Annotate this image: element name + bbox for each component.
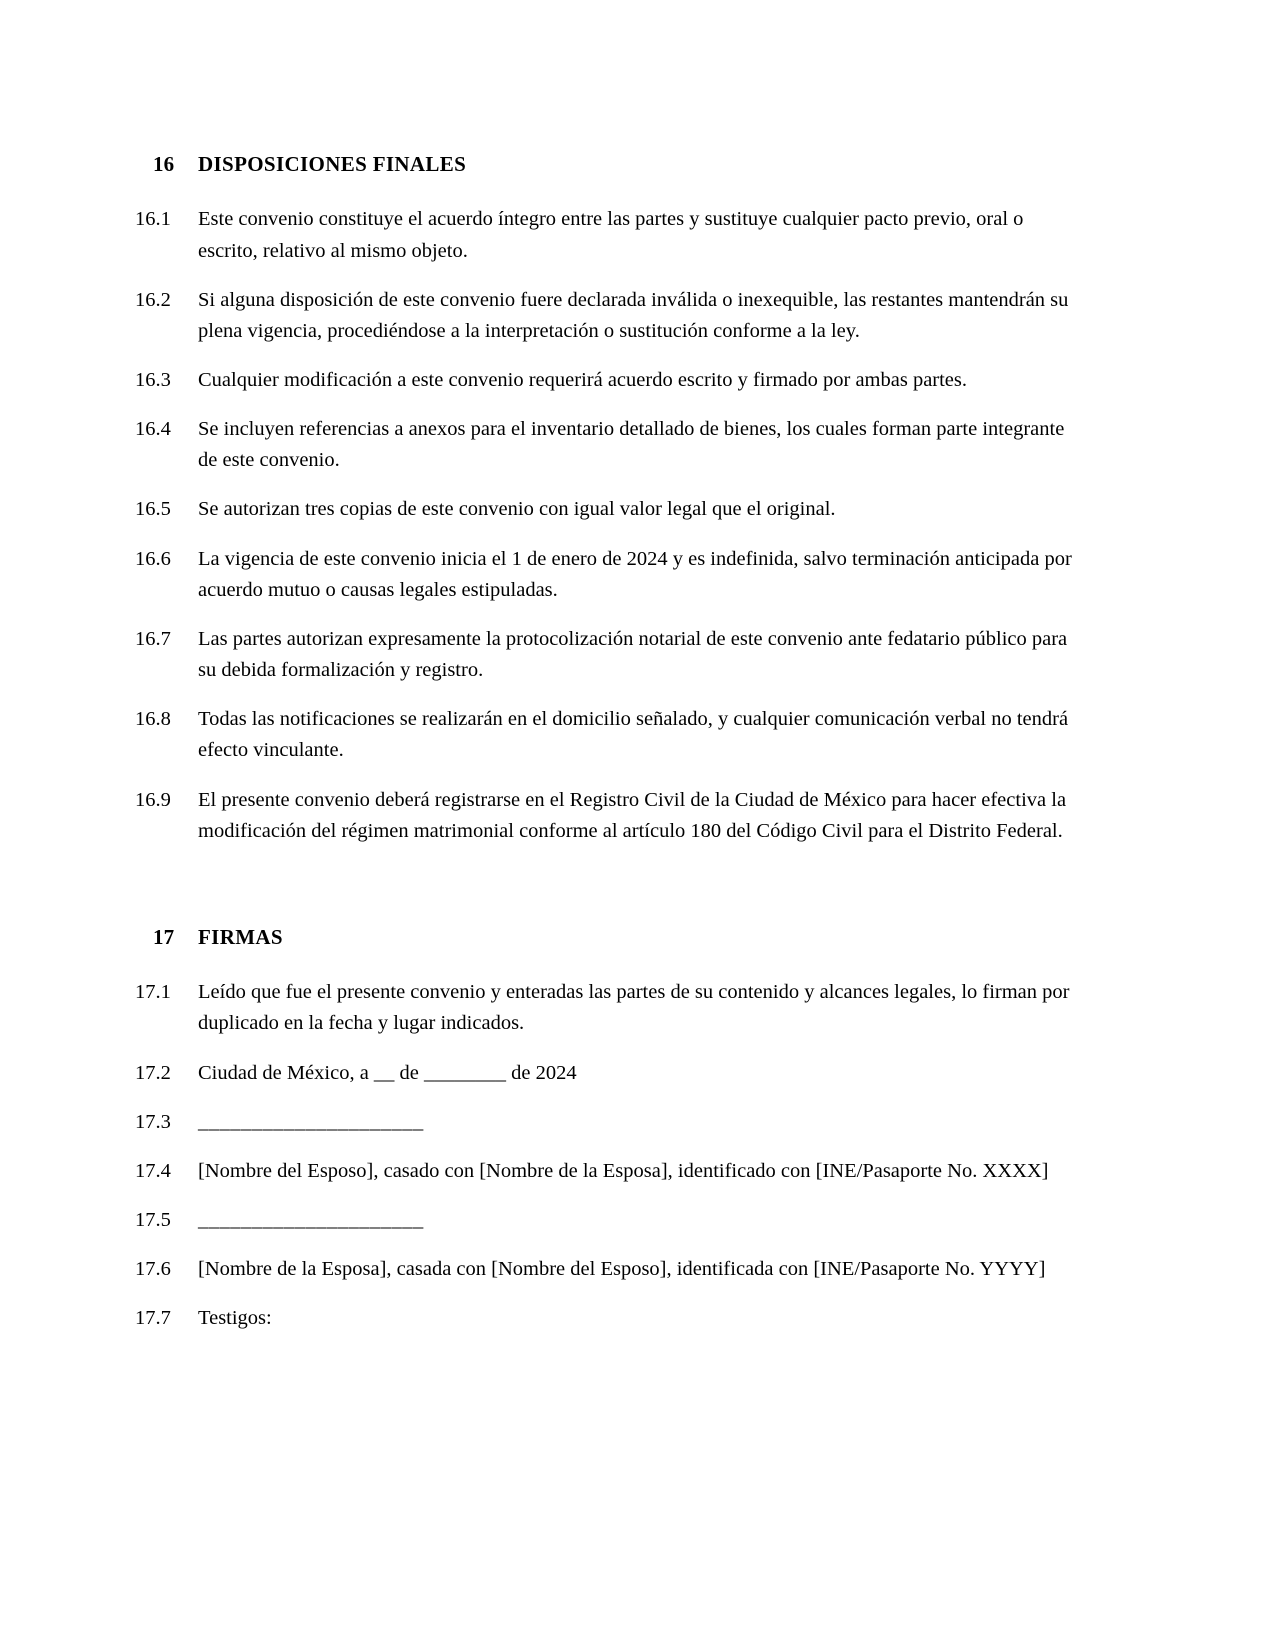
- clause-16-6: [135, 544, 1075, 606]
- clause-16-7: [135, 624, 1075, 686]
- clause-text: [Nombre de la Esposa], casada con [Nombre del Esposo], identificada con [INE/Pasaporte No. YYYY]: [198, 1258, 1046, 1281]
- clause-text: Cualquier modificación a este convenio requerirá acuerdo escrito y firmado por ambas partes.: [198, 368, 968, 391]
- clause-number: 16.8: [135, 708, 171, 731]
- clause-text: La vigencia de este convenio inicia el 1 de enero de 2024 y es indefinida, salvo terminación anticipada por acuerdo mutuo o causas legales estipuladas.: [198, 547, 1072, 601]
- clause-number: 16.9: [135, 788, 171, 811]
- clause-number: 17.1: [135, 981, 171, 1004]
- clause-number: 17.5: [135, 1208, 171, 1231]
- clause-16-1: [135, 204, 1075, 266]
- clause-text: Este convenio constituye el acuerdo íntegro entre las partes y sustituye cualquier pacto previo, oral o escrito, relativo al mismo objeto.: [198, 208, 1024, 262]
- clause-text: Se incluyen referencias a anexos para el inventario detallado de bienes, los cuales forman parte integrante de este convenio.: [198, 418, 1065, 472]
- clause-number: 17.3: [135, 1110, 171, 1133]
- clause-16-8: [135, 704, 1075, 766]
- section-title: FIRMAS: [198, 924, 283, 949]
- clause-number: 16.6: [135, 547, 171, 570]
- clause-17-5: [135, 1205, 1075, 1236]
- clause-17-1: [135, 977, 1075, 1039]
- clause-17-7: [135, 1303, 1075, 1334]
- clause-number: 17.4: [135, 1159, 171, 1182]
- section-spacer: [135, 865, 1075, 923]
- clause-number: 16.7: [135, 627, 171, 650]
- section-heading-16: [135, 150, 1075, 178]
- clause-16-5: [135, 494, 1075, 525]
- clause-16-9: [135, 785, 1075, 847]
- clause-number: 17.7: [135, 1307, 171, 1330]
- section-number: 16: [153, 152, 175, 176]
- section-heading-17: [135, 923, 1075, 951]
- clause-number: 17.6: [135, 1258, 171, 1281]
- clause-text: Testigos:: [198, 1307, 272, 1330]
- clause-text: El presente convenio deberá registrarse en el Registro Civil de la Ciudad de México para hacer efectiva la modificación del régimen matrimonial conforme al artículo 180 del Código Civil para el Distrito Federal.: [198, 788, 1067, 842]
- clause-text: Se autorizan tres copias de este convenio con igual valor legal que el original.: [198, 498, 836, 521]
- clause-number: 16.1: [135, 208, 171, 231]
- clause-17-2: [135, 1058, 1075, 1089]
- document-body: [135, 150, 1075, 1334]
- clause-text: Ciudad de México, a __ de ________ de 2024: [198, 1061, 577, 1084]
- clause-number: 16.4: [135, 418, 171, 441]
- signature-line-esposa: _____________________: [198, 1208, 424, 1231]
- clause-text: Las partes autorizan expresamente la protocolización notarial de este convenio ante fedatario público para su debida formalización y registro.: [198, 627, 1068, 682]
- clause-number: 16.5: [135, 498, 171, 521]
- section-number: 17: [153, 924, 175, 949]
- signature-line-esposo: _____________________: [198, 1110, 424, 1133]
- clause-text: Leído que fue el presente convenio y enteradas las partes de su contenido y alcances legales, lo firman por duplicado en la fecha y lugar indicados.: [198, 981, 1070, 1035]
- clause-number: 17.2: [135, 1061, 171, 1084]
- clause-17-6: [135, 1254, 1075, 1285]
- clause-text: Todas las notificaciones se realizarán en el domicilio señalado, y cualquier comunicación verbal no tendrá efecto vinculante.: [198, 708, 1069, 762]
- section-title: DISPOSICIONES FINALES: [198, 152, 467, 176]
- clause-text: [Nombre del Esposo], casado con [Nombre de la Esposa], identificado con [INE/Pasaporte No. XXXX]: [198, 1159, 1049, 1182]
- clause-text: Si alguna disposición de este convenio fuere declarada inválida o inexequible, las restantes mantendrán su plena vigencia, procediéndose a la interpretación o sustitución conforme a la ley.: [198, 288, 1069, 342]
- clause-number: 16.2: [135, 288, 171, 311]
- clause-number: 16.3: [135, 368, 171, 391]
- clause-16-2: [135, 285, 1075, 347]
- clause-16-3: [135, 365, 1075, 396]
- clause-17-4: [135, 1156, 1075, 1187]
- clause-17-3: [135, 1107, 1075, 1138]
- clause-16-4: [135, 414, 1075, 476]
